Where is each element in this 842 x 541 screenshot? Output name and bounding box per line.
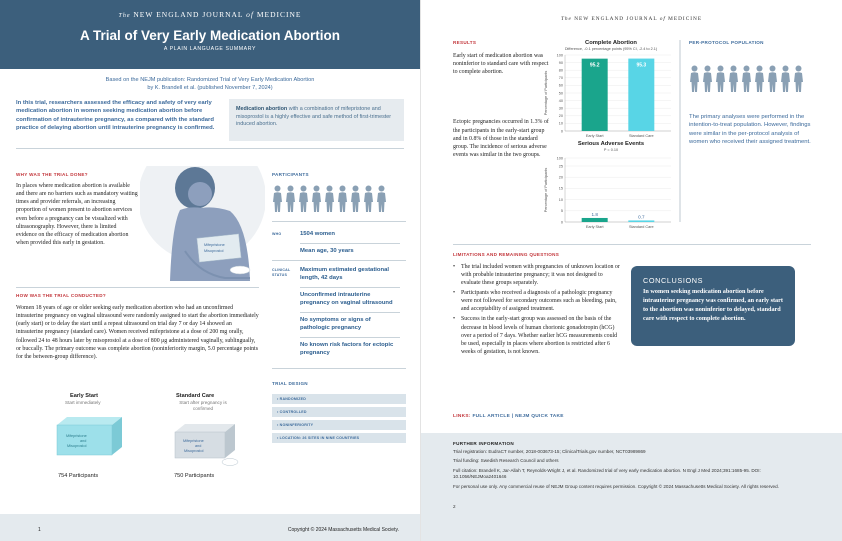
head-shape xyxy=(188,182,212,206)
tick-label: 60 xyxy=(558,83,563,88)
group-desc: Start after pregnancy is confirmed xyxy=(179,400,227,411)
person-icon xyxy=(715,65,726,93)
journal-masthead: The NEW ENGLAND JOURNAL of MEDICINE xyxy=(118,10,302,19)
tick-label: 0 xyxy=(560,129,563,134)
person-icon xyxy=(376,185,387,213)
conclusions-text: In women seeking medication abortion before intrauterine pregnancy was confirmed, an early start to the abortion was noninferior to delayed, standard care with respect to complete abortion. xyxy=(643,288,783,322)
early-start-pill-box-illustration xyxy=(52,411,132,461)
who-value: 1504 women xyxy=(300,231,336,237)
category-label: Standard Care xyxy=(628,225,654,229)
list-item: • Participants who received a diagnosis of a pathologic pregnancy were not followed for secondary outcomes such as bleeding, pain, and acceptability of assigned treatment. xyxy=(453,289,623,313)
group-name: Standard Care xyxy=(176,393,215,399)
who-row xyxy=(272,231,406,256)
person-icon xyxy=(728,65,739,93)
y-axis-label: Percentage of Participants xyxy=(544,70,548,116)
how-section xyxy=(16,293,259,361)
person-icon xyxy=(754,65,765,93)
participants-section xyxy=(272,172,406,446)
page-number: 2 xyxy=(453,504,456,510)
page-title: A Trial of Very Early Medication Abortion xyxy=(79,28,341,43)
how-text: Women 18 years of age or older seeking early medication abortion who had an unconfirmed intrauterine pregnancy on vaginal ultrasound were randomly assigned to start the abortion immediately (early start) or to delay the start until a repeat ultrasound on trial day 7 or day 14 showed an intrauterine pregnancy (standard care). Women received mifepristone at a dose of 200 mg orally, followed 24 to 48 hours later by misoprostol at a dose of 800 μg administered vaginally, sublingually, or buccally. The primary outcome was complete abortion (noninferiority margin, 5.0 percentage points for the between-group difference). xyxy=(16,305,259,360)
group-name: Early Start xyxy=(70,393,98,399)
journal-masthead: The NEW ENGLAND JOURNAL of MEDICINE xyxy=(560,16,703,22)
copyright-notice: For personal use only. Any commercial reuse of NEJM Group content requires permission. Copyright © 2024 Massachusetts Medical Society. All rights reserved. xyxy=(453,483,779,489)
tick-label: 10 xyxy=(558,121,563,126)
chart-title: Serious Adverse Events xyxy=(577,141,645,147)
trial-design-item: • CONTROLLED xyxy=(272,407,406,417)
who-label: WHO xyxy=(272,232,282,236)
clinical-status-row xyxy=(272,267,406,358)
group-participants: 750 Participants xyxy=(174,473,215,479)
category-label: Standard Care xyxy=(628,134,654,138)
trial-design-list xyxy=(272,394,406,443)
page-subtitle: A PLAIN LANGUAGE SUMMARY xyxy=(163,46,257,52)
page-footer xyxy=(0,514,421,541)
why-text: In places where medication abortion is available and there are no barriers such as mandatory waiting times and provider referrals, an increasing proportion of women present to abortion services even before a pregnancy can be visualized with ultrasonography. However, there is limited evidence on the efficacy of medication abortion when provided this early in gestation. xyxy=(16,183,138,246)
results-heading: RESULTS xyxy=(453,40,477,45)
results-text-1: Early start of medication abortion was noninferior to standard care with respect to complete abortion. xyxy=(453,53,549,76)
pill-label-1: Mifepristone xyxy=(204,243,225,247)
intro-section xyxy=(0,99,420,141)
person-icon xyxy=(793,65,804,93)
pill-label-2: Misoprostol xyxy=(204,249,224,253)
full-article-link[interactable]: FULL ARTICLE xyxy=(472,414,511,419)
pill xyxy=(230,266,250,274)
trial-funding: Trial funding: Swedish Research Council and others xyxy=(453,458,559,464)
person-icon xyxy=(298,185,309,213)
tick-label: 20 xyxy=(558,175,563,180)
category-label: Early Start xyxy=(585,225,604,229)
chart-serious-adverse-events xyxy=(541,141,681,237)
tick-label: 20 xyxy=(558,114,563,119)
data-label: 95.2 xyxy=(589,62,600,69)
clinical-status-value: Maximum estimated gestational length, 42 days xyxy=(300,266,390,281)
person-icon xyxy=(285,185,296,213)
further-information xyxy=(421,433,842,541)
copyright: Copyright © 2024 Massachusetts Medical Society. xyxy=(287,527,399,533)
person-icon xyxy=(689,65,700,93)
tick-label: 100 xyxy=(556,156,563,161)
quick-take-link[interactable]: NEJM QUICK TAKE xyxy=(515,414,564,419)
why-heading: WHY WAS THE TRIAL DONE? xyxy=(16,172,88,177)
person-icon xyxy=(780,65,791,93)
trial-registration: Trial registration: EudraCT number, 2018-003673-15; ClinicalTrials.gov number, NCT03989869 xyxy=(453,449,646,454)
source-citation: Based on the NEJM publication: Randomized Trial of Very Early Medication Abortion by K. Brandell et al. (published November 7, 2024) xyxy=(105,77,315,91)
svg-text:Misoprostol: Misoprostol xyxy=(184,449,204,453)
further-heading: FURTHER INFORMATION xyxy=(453,441,514,446)
data-label: 1.8 xyxy=(591,211,598,217)
tick-label: 70 xyxy=(558,76,563,81)
tick-label: 90 xyxy=(558,60,563,65)
svg-text:Mifepristone: Mifepristone xyxy=(66,434,87,438)
standard-care-pill-box-illustration xyxy=(170,418,250,468)
divider xyxy=(16,287,259,288)
chart-serious-adverse-events-plot xyxy=(541,152,681,232)
page-number: 1 xyxy=(38,527,41,533)
limitations-list xyxy=(453,263,623,356)
tick-label: 80 xyxy=(558,68,563,73)
person-icon xyxy=(350,185,361,213)
intro-definition-box: Medication abortion with a combination of mifepristone and misoprostol is a highly effective and safe method of first-trimester induced abortion. xyxy=(229,99,404,141)
links-row: LINKS: FULL ARTICLE | NEJM QUICK TAKE xyxy=(453,414,564,419)
conclusions-heading: CONCLUSIONS xyxy=(643,276,704,285)
divider xyxy=(16,148,404,149)
trial-design-item: • NONINFERIORITY xyxy=(272,420,406,430)
person-icon xyxy=(311,185,322,213)
chart-subtitle: P = 0.10 xyxy=(603,148,619,152)
svg-text:Mifepristone: Mifepristone xyxy=(183,439,204,443)
trial-design-item: • RANDOMIZED xyxy=(272,394,406,404)
how-heading: HOW WAS THE TRIAL CONDUCTED? xyxy=(16,293,106,298)
chart-title: Complete Abortion xyxy=(585,40,637,46)
tick-label: 100 xyxy=(556,53,563,58)
clinical-status-value: No symptoms or signs of pathologic pregnancy xyxy=(300,316,371,331)
participants-heading: PARTICIPANTS xyxy=(272,172,309,177)
tick-label: 5 xyxy=(560,209,563,214)
person-icon xyxy=(363,185,374,213)
limitations-heading: LIMITATIONS AND REMAINING QUESTIONS xyxy=(453,252,560,257)
bar xyxy=(582,59,608,131)
per-protocol-figures xyxy=(689,65,811,93)
bar xyxy=(582,218,608,222)
tick-label: 0 xyxy=(560,220,563,225)
svg-text:Misoprostol: Misoprostol xyxy=(67,444,87,448)
woman-illustration xyxy=(140,166,265,281)
results-section xyxy=(453,40,553,159)
clinical-status-label: CLINICAL STATUS xyxy=(272,267,291,277)
clinical-status-value: Unconfirmed intrauterine pregnancy on vaginal ultrasound xyxy=(300,291,393,306)
per-protocol-section xyxy=(689,40,811,146)
person-icon xyxy=(324,185,335,213)
tick-label: 15 xyxy=(558,186,563,191)
group-desc: Start immediately xyxy=(65,400,101,405)
per-protocol-heading: PER-PROTOCOL POPULATION xyxy=(689,40,764,45)
limitations-section xyxy=(453,252,623,358)
list-item: • The trial included women with pregnancies of unknown location or with probable intrauterine pregnancy; it was not designed to evaluate these groups separately. xyxy=(453,263,623,287)
person-icon xyxy=(272,185,283,213)
data-label: 0.7 xyxy=(638,214,645,220)
bar xyxy=(628,220,654,222)
person-icon xyxy=(702,65,713,93)
tick-label: 10 xyxy=(558,197,563,202)
header-banner xyxy=(0,0,420,69)
tick-label: 40 xyxy=(558,98,563,103)
tick-label: 30 xyxy=(558,106,563,111)
links-label: LINKS: xyxy=(453,414,471,419)
bar xyxy=(628,59,654,131)
full-citation: Full citation: Brandell K, Jar-Allah T, Reynolds-Wright J, et al. Randomized trial of very early medication abortion. N Engl J Med 2024;391:1685-95. DOI: 10.1056/NEJMoa2401646 xyxy=(453,467,761,480)
results-text-2: Ectopic pregnancies occurred in 1.3% of the participants in the early-start group and in 0.8% of those in the standard group. The incidence of serious adverse events was similar in the two groups. xyxy=(453,119,549,158)
pill-box xyxy=(197,234,241,262)
chart-complete-abortion xyxy=(541,40,681,146)
svg-text:and: and xyxy=(195,444,202,448)
data-label: 95.3 xyxy=(636,62,647,69)
category-label: Early Start xyxy=(585,134,604,138)
person-icon xyxy=(741,65,752,93)
trial-design-heading: TRIAL DESIGN xyxy=(272,380,308,386)
trial-design-item: • LOCATION: 26 SITES IN NINE COUNTRIES xyxy=(272,433,406,443)
page-2 xyxy=(421,0,842,541)
group-participants: 754 Participants xyxy=(58,473,99,479)
svg-text:and: and xyxy=(80,439,87,443)
y-axis-label: Percentage of Participants xyxy=(544,167,548,213)
person-icon xyxy=(337,185,348,213)
person-icon xyxy=(767,65,778,93)
chart-subtitle: Difference, -0.1 percentage points (95% CI, -2.4 to 2.1) xyxy=(564,47,658,51)
conclusions-box xyxy=(631,266,795,346)
who-value: Mean age, 30 years xyxy=(300,247,354,254)
intro-question: In this trial, researchers assessed the efficacy and safety of very early medication abortion in women seeking medication abortion before confirmation of intrauterine pregnancy, as compared with the standard practice of delaying abortion until intrauterine pregnancy is confirmed. xyxy=(16,100,215,132)
group-standard-care xyxy=(160,393,260,485)
tick-label: 50 xyxy=(558,91,563,96)
per-protocol-text: The primary analyses were performed in the intention-to-treat population. However, findings were similar in the per-protocol analysis of women who received their assigned treatment. xyxy=(689,114,811,145)
tick-label: 25 xyxy=(558,164,563,169)
list-item: • Success in the early-start group was assessed on the basis of the decrease in blood levels of human chorionic gonadotropin (hCG) over a period of 7 days. Whether earlier hCG measurements could be used, especially in places where abortion is restricted after 6 weeks of gestation, is not known. xyxy=(453,315,623,355)
clinical-status-value: No known risk factors for ectopic pregnancy xyxy=(300,341,394,356)
chart-complete-abortion-plot xyxy=(541,51,681,141)
participants-figures xyxy=(272,185,406,213)
